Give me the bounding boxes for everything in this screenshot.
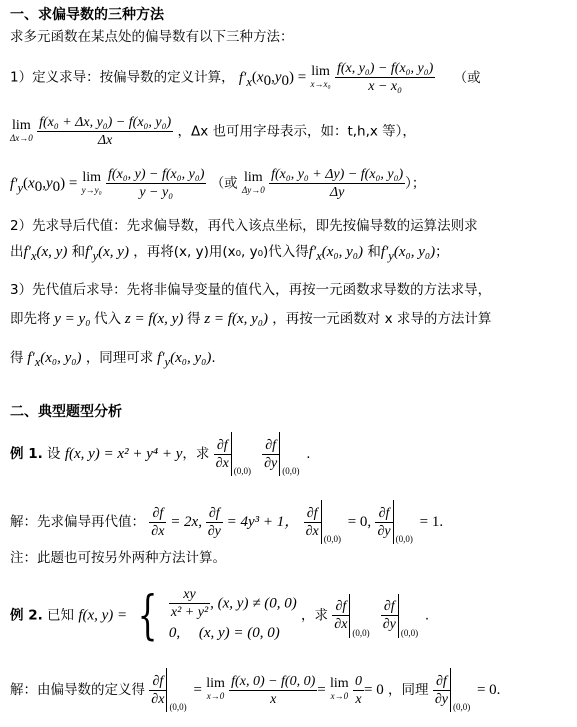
method1-line3: $f'_y(x_0,y_0) = \lim$ y→y₀ $\frac{\text{f(x₀, y) − f(x₀, y₀)}}{\text{y − y₀}}$ （或 lim Δy→0 $\frac{\text{f(x₀, y₀ + Δy) − f(x₀, y₀)}}{\Delta y}$ ）； xyxy=(10,167,426,200)
section-title-examples: 二、典型题型分析 xyxy=(10,404,122,420)
example2: 例 2. 已知 f(x, y) = { $\frac{xy}{\text{x² + y²}}$ , (x, y) ≠ (0, 0) 0, (x, y) = (0, 0) ，求 $\frac{\partial f}{\partial x}$ (0,0) $\frac{\partial f}{\partial y}$ (0,0) . xyxy=(10,585,430,646)
limit-x: lim x→x₀ xyxy=(310,63,331,89)
fraction-def-x: $\frac{\text{f(x, y₀) − f(x₀, y₀)}}{\text{x − x₀}}$ xyxy=(336,61,434,94)
intro-text: 求多元函数在某点处的偏导数有以下三种方法： xyxy=(10,29,294,45)
method2-line2: 出$f'_x(x$, y) 和$f'_y(x$, y) ，再将(x, y)用(x₀, y₀)代入得$f'_x(x_0$, y₀) 和$f'_y(x_0$, y₀)； xyxy=(10,244,449,263)
section-title-methods: 一、求偏导数的三种方法 xyxy=(10,7,164,23)
method3-line3: 得 $f'_x(x_0$, y₀) ，同理可求 $f'_y(x_0$, y₀). xyxy=(10,350,216,369)
method3-line1: 3）先代值后求导：先将非偏导变量的值代入，再按一元函数求导数的方法求导， xyxy=(10,282,492,298)
piecewise-brace: { xyxy=(138,585,158,646)
method1-line2: lim Δx→0 $\frac{\text{f(x₀ + Δx, y₀) − f(x₀, y₀)}}{\Delta x}$ ，Δx 也可用字母表示，如：t,h,x 等）， xyxy=(10,115,416,148)
method2-line1: 2）先求导后代值：先求偏导数，再代入该点坐标，即先按偏导数的运算法则求 xyxy=(10,218,478,234)
example1: 例 1. 设 f(x, y) = x² + y⁴ + y，求 $\frac{\partial f}{\partial x}$ (0,0) $\frac{\partial f}{\partial y}$ (0,0) . xyxy=(10,432,311,476)
method1-line1: 1）定义求导：按偏导数的定义计算， $f'_x(x_0,y_0) = \lim$ x→x₀ $\frac{\text{f(x, y₀) − f(x₀, y₀)}}{\text{x − x₀}}$ （或 xyxy=(10,61,481,94)
solution2: 解：由偏导数的定义得 $\frac{\partial f}{\partial x}$ (0,0) = lim x→0 $\frac{f(x, 0) - f(0, 0)}{x}$ = lim x→0 $\frac{0}{x}$ = 0 ，同理 $\frac{\partial f}{\partial y}$ (0,0) = 0. xyxy=(10,668,500,712)
method3-line2: 即先将 y = y₀ 代入 z = f(x, y) 得 z = f(x, y₀) ，再按一元函数对 x 求导的方法计算 xyxy=(10,311,492,327)
note: 注：此题也可按另外两种方法计算。 xyxy=(10,550,226,566)
solution1: 解：先求偏导再代值： $\frac{\partial f}{\partial x}$ = 2x, $\frac{\partial f}{\partial y}$ = 4y³ + 1， $\frac{\partial f}{\partial x}$ (0,0) = 0, $\frac{\partial f}{\partial y}$ (0,0) = 1. xyxy=(10,500,443,544)
piecewise-cases: $\frac{xy}{\text{x² + y²}}$ , (x, y) ≠ (0, 0) 0, (x, y) = (0, 0) xyxy=(168,587,297,641)
